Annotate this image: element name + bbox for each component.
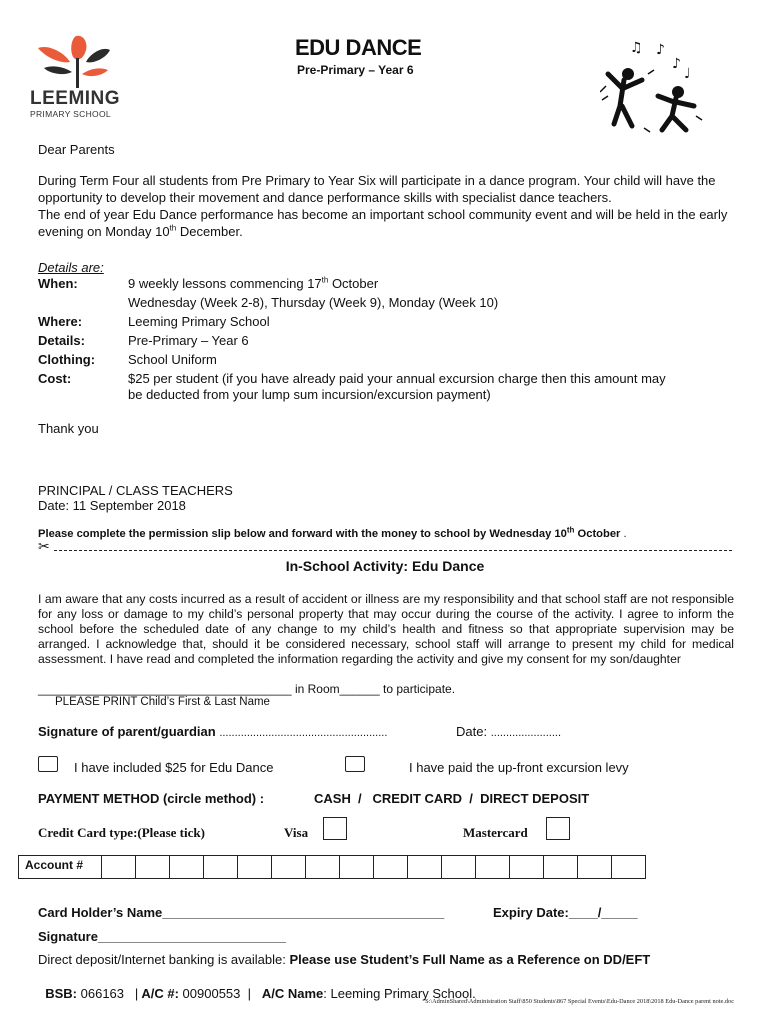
- payment-method-options[interactable]: CASH / CREDIT CARD / DIRECT DEPOSIT: [314, 791, 590, 806]
- visa-checkbox[interactable]: [323, 817, 347, 840]
- cost-value-line2: be deducted from your lump sum incursion/excursion payment): [128, 387, 491, 402]
- details-label: Details:: [38, 333, 85, 348]
- svg-text:♪: ♪: [672, 56, 681, 72]
- svg-text:♩: ♩: [684, 66, 691, 82]
- dancers-clipart-icon: [600, 36, 710, 136]
- thank-you: Thank you: [38, 421, 99, 436]
- excursion-levy-label: I have paid the up-front excursion levy: [409, 760, 629, 775]
- account-digit-cell[interactable]: [306, 856, 340, 879]
- child-name-caption: PLEASE PRINT Child’s First & Last Name: [55, 696, 270, 708]
- file-path-footer: S:\AdminShared\Administration Staff\850 Students\867 Special Events\Edu-Dance 2018\2018 Edu-Dance parent note.doc: [425, 998, 734, 1005]
- school-subtitle: PRIMARY SCHOOL: [30, 109, 111, 119]
- paragraph-intro: During Term Four all students from Pre Primary to Year Six will participate in a dance program. Your child will have the opportunity to develop their movement and dance performance skills with specialist dance teachers.: [38, 173, 716, 205]
- card-holder-name-field[interactable]: Card Holder’s Name_______________________________________: [38, 905, 445, 920]
- school-name: LEEMING: [30, 88, 121, 109]
- paragraph-performance: The end of year Edu Dance performance has become an important school community event and will be held in the early evening on Monday 10th December.: [38, 207, 728, 239]
- signoff: PRINCIPAL / CLASS TEACHERS: [38, 483, 233, 498]
- account-digit-cell[interactable]: [408, 856, 442, 879]
- slip-date-field[interactable]: Date: .......................: [456, 724, 561, 739]
- account-number-grid[interactable]: [18, 855, 646, 879]
- account-digit-cell[interactable]: [612, 856, 646, 879]
- visa-label: Visa: [284, 825, 309, 840]
- account-digit-cell[interactable]: [374, 856, 408, 879]
- clothing-value: School Uniform: [128, 352, 217, 367]
- account-digit-cell[interactable]: [136, 856, 170, 879]
- parent-signature-field[interactable]: Signature of parent/guardian .......................................................: [38, 724, 388, 739]
- school-logo-flower-icon: [28, 28, 128, 90]
- banking-info: Direct deposit/Internet banking is available: Please use Student’s Full Name as a Reference on DD/EFT: [38, 952, 651, 967]
- cost-value-line1: $25 per student (if you have already paid your annual excursion charge then this amount may: [128, 371, 666, 386]
- account-digit-cell[interactable]: [340, 856, 374, 879]
- bank-account-details: BSB: 066163 | A/C #: 00900553 | A/C Name: Leeming Primary School.: [45, 986, 476, 1001]
- account-digit-cell[interactable]: [170, 856, 204, 879]
- when-value-line2: Wednesday (Week 2-8), Thursday (Week 9), Monday (Week 10): [128, 295, 499, 310]
- cut-line: [38, 539, 732, 556]
- details-value: Pre-Primary – Year 6: [128, 333, 249, 348]
- account-digit-cell[interactable]: [510, 856, 544, 879]
- account-label: Account #: [19, 856, 102, 879]
- letter-date: Date: 11 September 2018: [38, 498, 186, 513]
- included-payment-checkbox[interactable]: [38, 756, 58, 772]
- greeting: Dear Parents: [38, 142, 115, 157]
- when-label: When:: [38, 276, 78, 291]
- account-digit-cell[interactable]: [102, 856, 136, 879]
- page-subtitle: Pre-Primary – Year 6: [297, 63, 414, 77]
- card-type-label: Credit Card type:(Please tick): [38, 825, 205, 840]
- included-payment-label: I have included $25 for Edu Dance: [74, 760, 274, 775]
- school-logo: [28, 28, 128, 120]
- account-digit-cell[interactable]: [544, 856, 578, 879]
- excursion-levy-checkbox[interactable]: [345, 756, 365, 772]
- slip-title: In-School Activity: Edu Dance: [285, 558, 485, 574]
- consent-text: I am aware that any costs incurred as a result of accident or illness are my responsibility and that school staff are not responsible for any loss or damage to my child’s personal property that may occur during the course of the activity. I agree to inform the school before the scheduled date of any change to my child’s health and fitness so that appropriate supervision may be arranged. I acknowledge that, should it be considered necessary, school staff will arrange to present my child for medical assessment. I have read and completed the information regarding the activity and give my consent for my son/daughter: [38, 592, 734, 666]
- expiry-date-field[interactable]: Expiry Date:____/_____: [493, 905, 638, 920]
- account-digit-cell[interactable]: [238, 856, 272, 879]
- account-digit-cell[interactable]: [476, 856, 510, 879]
- signature-field[interactable]: Signature__________________________: [38, 929, 286, 944]
- account-digit-cell[interactable]: [272, 856, 306, 879]
- scissors-icon: ✂: [38, 539, 50, 555]
- when-value-line1: 9 weekly lessons commencing 17th October: [128, 275, 379, 291]
- return-instruction: Please complete the permission slip below and forward with the money to school by Wednesday 10th October .: [38, 525, 627, 540]
- account-digit-cell[interactable]: [442, 856, 476, 879]
- details-heading: Details are:: [38, 260, 104, 275]
- page-title: EDU DANCE: [295, 35, 422, 60]
- child-name-field[interactable]: ______________________________________ in Room______ to participate.: [38, 682, 456, 696]
- cost-label: Cost:: [38, 371, 72, 386]
- mastercard-checkbox[interactable]: [546, 817, 570, 840]
- payment-method-label: PAYMENT METHOD (circle method) :: [38, 791, 265, 806]
- account-digit-cell[interactable]: [578, 856, 612, 879]
- svg-text:♪: ♪: [656, 42, 665, 58]
- mastercard-label: Mastercard: [463, 825, 528, 840]
- svg-text:♫: ♫: [630, 40, 643, 56]
- clothing-label: Clothing:: [38, 352, 96, 367]
- where-label: Where:: [38, 314, 83, 329]
- account-digit-cell[interactable]: [204, 856, 238, 879]
- where-value: Leeming Primary School: [128, 314, 270, 329]
